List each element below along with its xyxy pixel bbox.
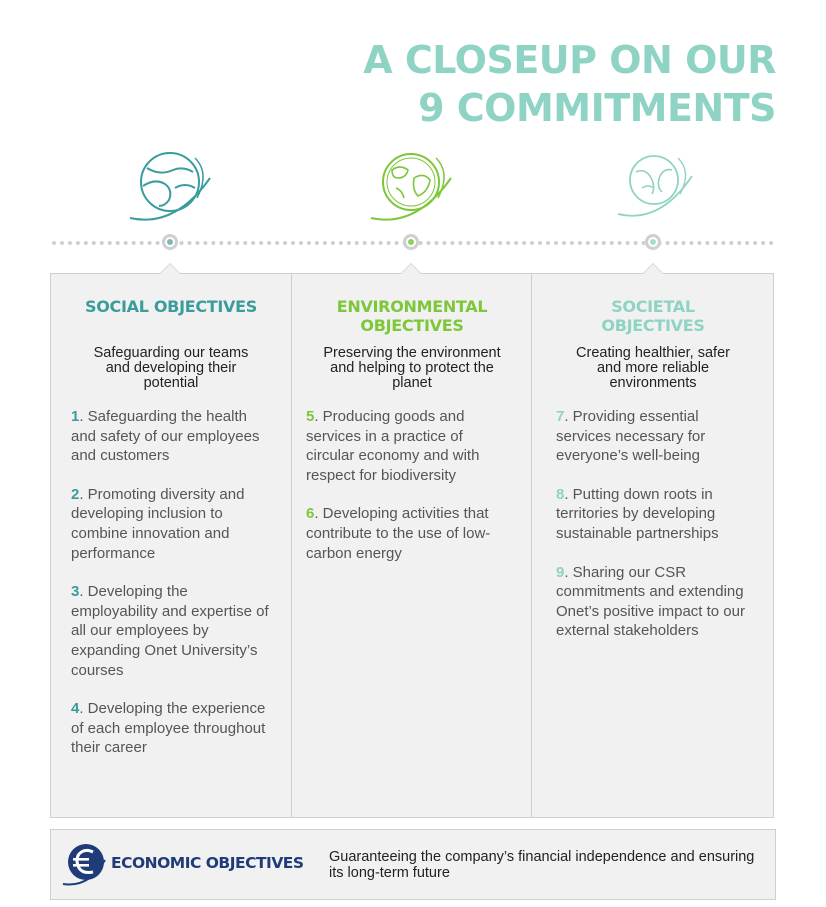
globe-hands-icon <box>612 148 702 228</box>
item-number: 6 <box>306 505 315 523</box>
social-heading-line-1: SOCIAL OBJECTIVES <box>85 297 257 316</box>
list-item <box>306 504 512 563</box>
title-line-1: A CLOSEUP ON OUR <box>363 38 776 82</box>
list-item <box>71 485 271 563</box>
item-text: . Producing goods and services in a practice of circular economy and with respect for biodiversity <box>306 408 480 484</box>
social-subtitle: Safeguarding our teams and developing their potential <box>93 345 249 391</box>
societal-heading <box>532 297 774 335</box>
societal-heading-line-2: OBJECTIVES <box>601 316 705 335</box>
item-number: 4 <box>71 700 80 718</box>
list-item <box>556 407 756 466</box>
social-heading <box>51 297 291 316</box>
list-item <box>556 485 756 544</box>
environmental-column <box>291 274 532 817</box>
list-item <box>71 582 271 680</box>
item-number: 7 <box>556 408 565 425</box>
list-item <box>71 699 271 758</box>
environmental-heading <box>292 297 532 335</box>
item-number: 8 <box>556 485 565 503</box>
societal-subtitle: Creating healthier, safer and more reliable environments <box>576 345 730 391</box>
social-pointer <box>159 263 181 274</box>
timeline-node-societal <box>645 234 661 250</box>
economic-box <box>50 829 776 900</box>
environmental-heading-line-2: OBJECTIVES <box>360 316 464 335</box>
item-text: . Developing the experience of each employee throughout their career <box>71 700 266 757</box>
list-item <box>71 407 271 466</box>
objectives-panel <box>50 273 774 818</box>
list-item <box>306 407 512 485</box>
list-item <box>556 563 756 641</box>
societal-heading-line-1: SOCIETAL <box>611 297 695 316</box>
item-text: . Providing essential services necessary for everyone’s well-being <box>556 408 706 465</box>
item-number: 9 <box>556 563 565 581</box>
economic-text: Guaranteeing the company’s financial independence and ensuring its long-term future <box>329 849 755 881</box>
globe-teal-icon <box>125 148 215 228</box>
item-text: . Safeguarding the health and safety of our employees and customers <box>71 408 260 465</box>
timeline-node-social <box>162 234 178 250</box>
environmental-pointer <box>400 263 422 274</box>
social-column <box>51 274 291 817</box>
timeline-node-environmental <box>403 234 419 250</box>
item-number: 5 <box>306 408 315 425</box>
item-number: 3 <box>71 583 80 601</box>
economic-heading: ECONOMIC OBJECTIVES <box>111 854 304 872</box>
environmental-subtitle: Preserving the environment and helping to protect the planet <box>323 345 501 391</box>
item-text: . Sharing our CSR commitments and extending Onet’s positive impact to our external stakeholders <box>556 563 745 640</box>
social-items <box>51 407 291 758</box>
item-text: . Promoting diversity and developing inclusion to combine innovation and performance <box>71 485 245 562</box>
environmental-heading-line-1: ENVIRONMENTAL <box>336 297 488 316</box>
page-title <box>363 36 776 132</box>
societal-items <box>532 407 774 641</box>
item-number: 2 <box>71 485 80 503</box>
item-text: . Developing activities that contribute to the use of low-carbon energy <box>306 505 491 562</box>
item-text: . Putting down roots in territories by developing sustainable partnerships <box>556 485 719 542</box>
societal-column <box>531 274 774 817</box>
euro-icon <box>61 840 107 888</box>
title-line-2: 9 COMMITMENTS <box>418 86 776 130</box>
globe-green-icon <box>366 148 456 228</box>
item-text: . Developing the employability and expertise of all our employees by expanding Onet University’s courses <box>71 583 269 679</box>
societal-pointer <box>642 263 664 274</box>
item-number: 1 <box>71 408 80 425</box>
environmental-items <box>292 407 532 563</box>
